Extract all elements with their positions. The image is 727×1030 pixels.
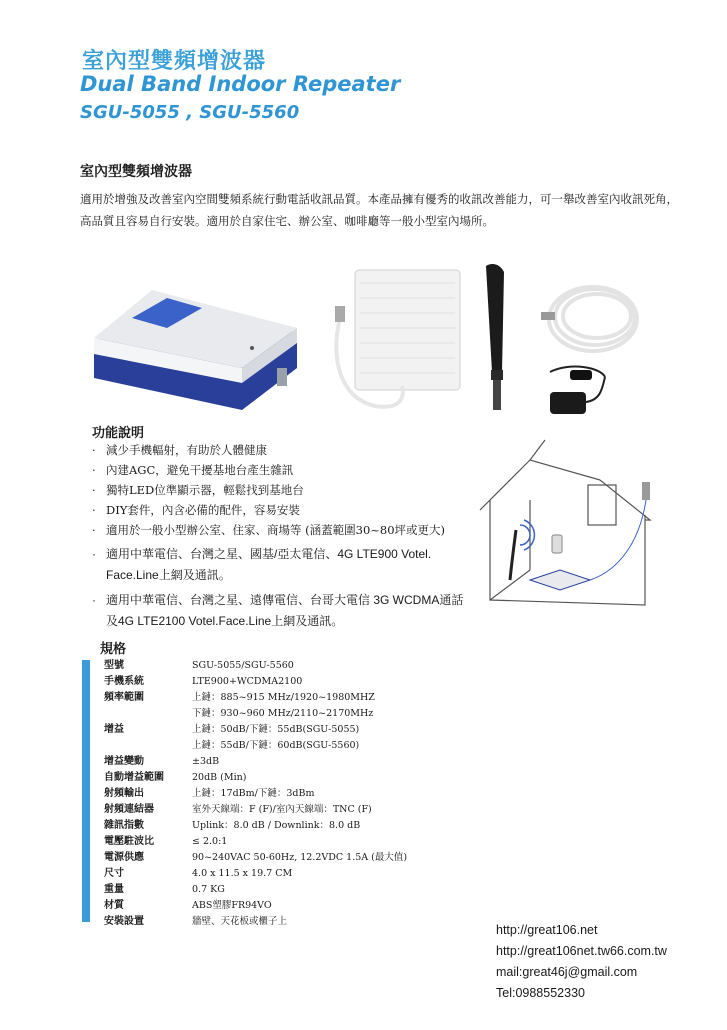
spec-label: 電壓駐波比 (104, 836, 154, 847)
bullet-dot: · (92, 593, 96, 607)
intro-text: 適用於增強及改善室內空間雙頻系統行動電話收訊品質。本產品擁有優秀的收訊改善能力，可一舉改善室內收訊死角，高品質且容易自行安裝。適用於自家住宅、辦公室、咖啡廳等一般小型室內場所。 (80, 192, 678, 228)
email-line[interactable]: mail:great46j@gmail.com (496, 965, 638, 979)
bullet-dot: · (92, 547, 96, 561)
spec-row (104, 802, 407, 818)
spec-value: 室外天線端：F (F)/室內天線端：TNC (F) (192, 804, 372, 815)
spec-row (104, 850, 407, 866)
website-link-secondary[interactable]: http://great106net.tw66.com.tw (496, 944, 667, 958)
spec-row (104, 722, 407, 738)
specs-accent-bar (82, 660, 90, 922)
spec-value: ±3dB (192, 756, 220, 767)
spec-label (104, 738, 192, 754)
coax-cable-image (533, 272, 643, 362)
spec-value: LTE900+WCDMA2100 (192, 676, 303, 687)
title-english: Dual Band Indoor Repeater (80, 72, 401, 96)
spec-label: 尺寸 (104, 868, 124, 879)
spec-value: Uplink：8.0 dB / Downlink：8.0 dB (192, 820, 361, 831)
spec-label: 射頻輸出 (104, 788, 144, 799)
bullet-dot: · (92, 523, 96, 537)
spec-value: 90~240VAC 50-60Hz, 12.2VDC 1.5A (最大值) (192, 852, 408, 863)
spec-value: 20dB (Min) (192, 772, 247, 783)
spec-label (104, 706, 192, 722)
spec-row (104, 882, 407, 898)
spec-label: 雜訊指數 (104, 820, 144, 831)
spec-row (104, 690, 407, 706)
spec-value: SGU-5055/SGU-5560 (192, 660, 294, 671)
spec-label: 自動增益範圍 (104, 772, 164, 783)
spec-row (104, 866, 407, 882)
specs-heading: 規格 (100, 642, 127, 657)
spec-row (104, 786, 407, 802)
spec-row (104, 754, 407, 770)
spec-label: 型號 (104, 660, 124, 671)
spec-label: 頻率範圍 (104, 692, 144, 703)
spec-value: 4.0 x 11.5 x 19.7 CM (192, 868, 293, 879)
spec-row (104, 898, 407, 914)
feature-item (92, 590, 472, 632)
specs-table (104, 658, 407, 930)
spec-label: 電源供應 (104, 852, 144, 863)
feature-text: 減少手機輻射，有助於人體健康 (106, 443, 267, 457)
spec-value: 上鏈：885~915 MHz/1920~1980MHZ (192, 692, 375, 703)
spec-row (104, 770, 407, 786)
spec-row (104, 674, 407, 690)
spec-value: 牆壁、天花板或櫃子上 (192, 916, 288, 927)
repeater-unit-image (92, 288, 307, 413)
spec-row (104, 658, 407, 674)
spec-row (104, 914, 407, 930)
website-link[interactable]: http://great106.net (496, 923, 598, 937)
spec-label: 增益 (104, 724, 124, 735)
feature-text: 獨特LED位準顯示器，輕鬆找到基地台 (106, 483, 304, 497)
spec-value: 上鏈：50dB/下鏈：55dB(SGU-5055) (192, 724, 360, 735)
spec-value: 上鏈：17dBm/下鏈：3dBm (192, 788, 315, 799)
model-numbers: SGU-5055 , SGU-5560 (80, 102, 300, 123)
feature-text: 適用於一般小型辦公室、住家、商場等 (涵蓋範圍30~80坪或更大) (106, 523, 446, 537)
spec-value: ≤ 2.0:1 (192, 836, 228, 847)
spec-row (104, 706, 407, 722)
spec-row (104, 818, 407, 834)
spec-value: 下鏈：930~960 MHz/2110~2170MHz (192, 708, 374, 719)
bullet-dot: · (92, 503, 96, 517)
spec-row (104, 738, 407, 754)
feature-item (92, 520, 472, 540)
spec-row (104, 834, 407, 850)
feature-text: DIY套件，內含必備的配件，容易安裝 (106, 503, 300, 517)
feature-text: 適用中華電信、台灣之星、遠傳電信、台哥大電信 3G WCDMA通話及4G LTE2100 Votel.Face.Line上網及通訊。 (106, 593, 464, 628)
contact-block (496, 920, 667, 1004)
features-heading: 功能說明 (92, 426, 145, 441)
feature-item (92, 544, 472, 586)
bullet-dot: · (92, 443, 96, 457)
feature-item (92, 500, 472, 520)
spec-label: 重量 (104, 884, 124, 895)
feature-text: 適用中華電信、台灣之星、國基/亞太電信、4G LTE900 Votel. Face.Line上網及通訊。 (106, 547, 432, 582)
bullet-dot: · (92, 483, 96, 497)
title-chinese: 室內型雙頻增波器 (82, 49, 267, 74)
panel-antenna-image (330, 268, 470, 413)
spec-label: 射頻連結器 (104, 804, 154, 815)
feature-text: 內建AGC，避免干擾基地台產生雜訊 (106, 463, 294, 477)
spec-value: ABS塑膠FR94VO (192, 900, 272, 911)
feature-item (92, 480, 472, 500)
intro-heading: 室內型雙頻增波器 (80, 164, 192, 180)
rubber-antenna-image (478, 262, 518, 417)
spec-label: 增益變動 (104, 756, 144, 767)
bullet-dot: · (92, 463, 96, 477)
feature-item (92, 460, 472, 480)
features-list (92, 440, 472, 632)
house-installation-diagram (470, 430, 670, 615)
power-adapter-image (540, 362, 615, 417)
spec-label: 材質 (104, 900, 124, 911)
spec-value: 0.7 KG (192, 884, 225, 895)
phone-line: Tel:0988552330 (496, 986, 585, 1000)
spec-label: 安裝設置 (104, 916, 144, 927)
spec-value: 上鏈：55dB/下鏈：60dB(SGU-5560) (192, 740, 360, 751)
feature-item (92, 440, 472, 460)
spec-label: 手機系統 (104, 676, 144, 687)
